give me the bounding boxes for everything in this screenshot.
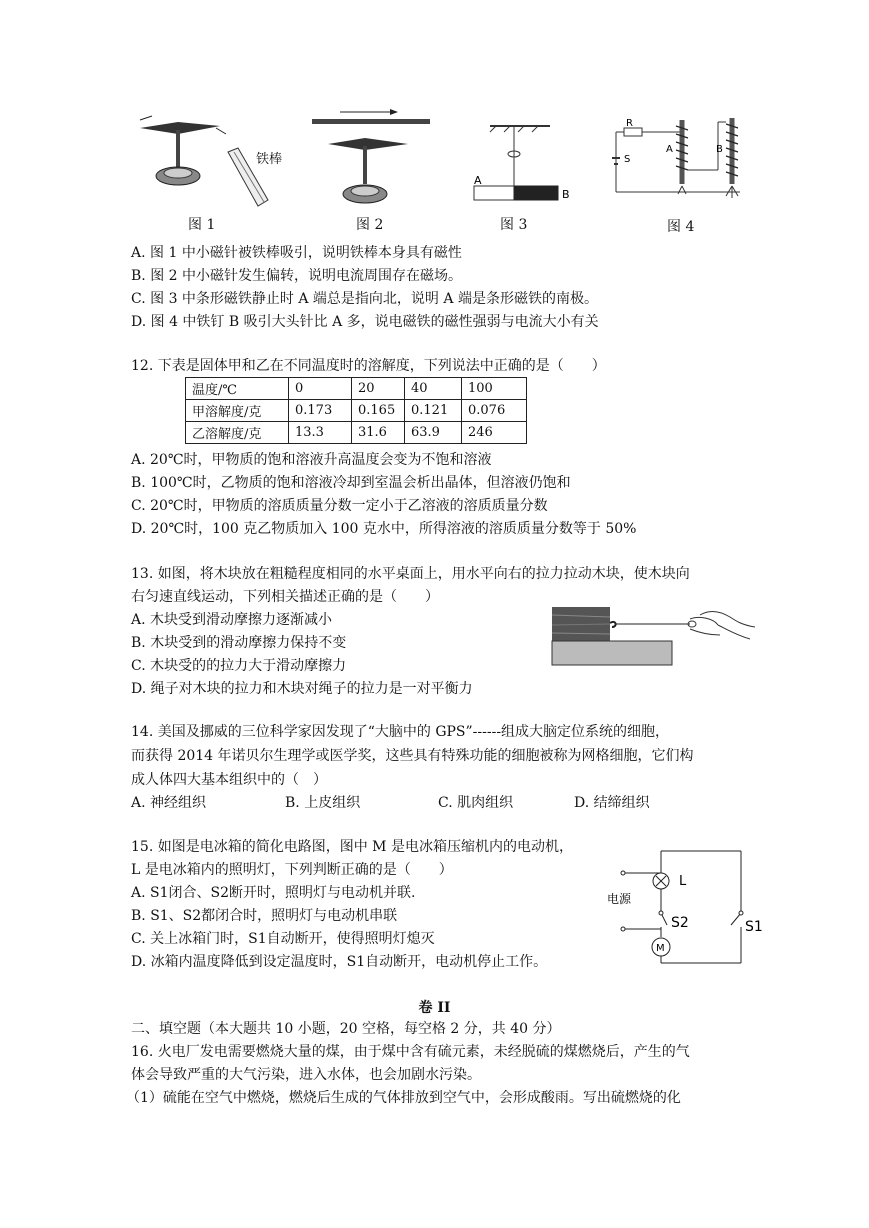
figures-row <box>130 108 750 238</box>
part-2-title: 卷 II <box>418 1000 451 1016</box>
q11-option-b: B. 图 2 中小磁针发生偏转，说明电流周围存在磁场。 <box>131 268 462 284</box>
table-cell: 31.6 <box>352 422 405 444</box>
table-header-row <box>186 378 527 400</box>
q13-option-c: C. 木块受的的拉力大于滑动摩擦力 <box>131 658 347 674</box>
figure-1-caption: 图 1 <box>188 217 216 233</box>
table-cell: 0.165 <box>352 400 405 422</box>
q14-line-2: 而获得 2014 年诺贝尔生理学或医学奖，这些具有特殊功能的细胞被称为网格细胞，它们构 <box>131 748 694 764</box>
table-cell: 20 <box>352 378 405 400</box>
figure-3-caption: 图 3 <box>500 217 528 233</box>
table-cell: 246 <box>462 422 527 444</box>
q13-option-b: B. 木块受到的滑动摩擦力保持不变 <box>131 635 347 651</box>
q15-stem-line-2: L 是电冰箱内的照明灯，下列判断正确的是（ ） <box>131 862 453 878</box>
q13-option-d: D. 绳子对木块的拉力和木块对绳子的拉力是一对平衡力 <box>131 681 473 697</box>
table-cell: 0 <box>289 378 352 400</box>
q14-line-1: 14. 美国及挪威的三位科学家因发现了“大脑中的 GPS”------组成大脑定位系统的细胞， <box>131 724 670 740</box>
circuit-power-label: 电源 <box>607 892 632 906</box>
figure-4-label-s: S <box>624 154 631 165</box>
table-cell: 63.9 <box>405 422 462 444</box>
q12-option-d: D. 20℃时，100 克乙物质加入 100 克水中，所得溶液的溶质质量分数等于 50% <box>131 521 637 537</box>
figure-4-label-b: B <box>716 144 723 155</box>
table-cell: 0.173 <box>289 400 352 422</box>
circuit-s1-label: S1 <box>745 919 763 935</box>
figure-4-label-r: R <box>626 118 633 129</box>
table-cell: 甲溶解度/克 <box>186 400 289 422</box>
q14-option-b: B. 上皮组织 <box>285 795 361 811</box>
figure-4-caption: 图 4 <box>667 219 695 235</box>
figure-1-label: 铁棒 <box>256 152 283 167</box>
q14-line-3: 成人体四大基本组织中的（ ） <box>131 772 327 788</box>
q12-option-a: A. 20℃时，甲物质的饱和溶液升高温度会变为不饱和溶液 <box>131 452 492 468</box>
table-cell: 40 <box>405 378 462 400</box>
q16-line-2: 体会导致严重的大气污染，进入水体，也会加剧水污染。 <box>131 1067 481 1083</box>
q16-line-3: （1）硫能在空气中燃烧，燃烧后生成的气体排放到空气中，会形成酸雨。写出硫燃烧的化 <box>126 1090 681 1106</box>
q14-option-c: C. 肌肉组织 <box>438 795 514 811</box>
q12-option-b: B. 100℃时，乙物质的饱和溶液冷却到室温会析出晶体，但溶液仍饱和 <box>131 475 571 491</box>
q15-option-a: A. S1闭合、S2断开时，照明灯与电动机并联. <box>131 885 416 901</box>
q12-stem: 12. 下表是固体甲和乙在不同温度时的溶解度，下列说法中正确的是（ ） <box>131 358 606 374</box>
q15-option-b: B. S1、S2都闭合时，照明灯与电动机串联 <box>131 908 398 924</box>
table-cell: 13.3 <box>289 422 352 444</box>
table-cell: 0.121 <box>405 400 462 422</box>
circuit-lamp-label: L <box>679 874 687 889</box>
q11-option-d: D. 图 4 中铁钉 B 吸引大头针比 A 多，说电磁铁的磁性强弱与电流大小有关 <box>131 314 599 330</box>
q11-option-c: C. 图 3 中条形磁铁静止时 A 端总是指向北，说明 A 端是条形磁铁的南极。 <box>131 291 598 307</box>
q15-option-d: D. 冰箱内温度降低到设定温度时，S1自动断开，电动机停止工作。 <box>131 954 548 970</box>
q12-option-c: C. 20℃时，甲物质的溶质质量分数一定小于乙溶液的溶质质量分数 <box>131 498 548 514</box>
q13-block-pulling-figure <box>550 605 760 667</box>
table-cell: 0.076 <box>462 400 527 422</box>
table-cell: 温度/℃ <box>186 378 289 400</box>
q13-option-a: A. 木块受到滑动摩擦力逐渐减小 <box>131 612 333 628</box>
q16-line-1: 16. 火电厂发电需要燃烧大量的煤，由于煤中含有硫元素，未经脱硫的煤燃烧后，产生的气 <box>131 1044 690 1060</box>
q14-option-d: D. 结缔组织 <box>574 795 650 811</box>
q14-option-a: A. 神经组织 <box>131 795 207 811</box>
section-heading: 二、填空题（本大题共 10 小题，20 空格，每空格 2 分，共 40 分） <box>131 1021 561 1037</box>
fridge-circuit-diagram <box>605 843 775 973</box>
q13-stem-line-1: 13. 如图，将木块放在粗糙程度相同的水平桌面上，用水平向右的拉力拉动木块，使木块向 <box>131 566 690 582</box>
figure-2-caption: 图 2 <box>356 217 384 233</box>
circuit-s2-label: S2 <box>671 915 689 931</box>
q11-option-a: A. 图 1 中小磁针被铁棒吸引，说明铁棒本身具有磁性 <box>131 245 462 261</box>
table-row <box>186 400 527 422</box>
q15-option-c: C. 关上冰箱门时，S1自动断开，使得照明灯熄灭 <box>131 931 435 947</box>
figure-4-label-a: A <box>666 144 673 155</box>
circuit-motor-label: M <box>656 943 665 954</box>
table-row <box>186 422 527 444</box>
figure-3-label-b: B <box>562 188 570 201</box>
table-cell: 乙溶解度/克 <box>186 422 289 444</box>
q15-stem-line-1: 15. 如图是电冰箱的简化电路图，图中 M 是电冰箱压缩机内的电动机， <box>131 839 573 855</box>
figure-3-label-a: A <box>474 174 482 187</box>
solubility-table <box>185 377 527 444</box>
q13-stem-line-2: 右匀速直线运动，下列相关描述正确的是（ ） <box>131 589 439 605</box>
table-cell: 100 <box>462 378 527 400</box>
